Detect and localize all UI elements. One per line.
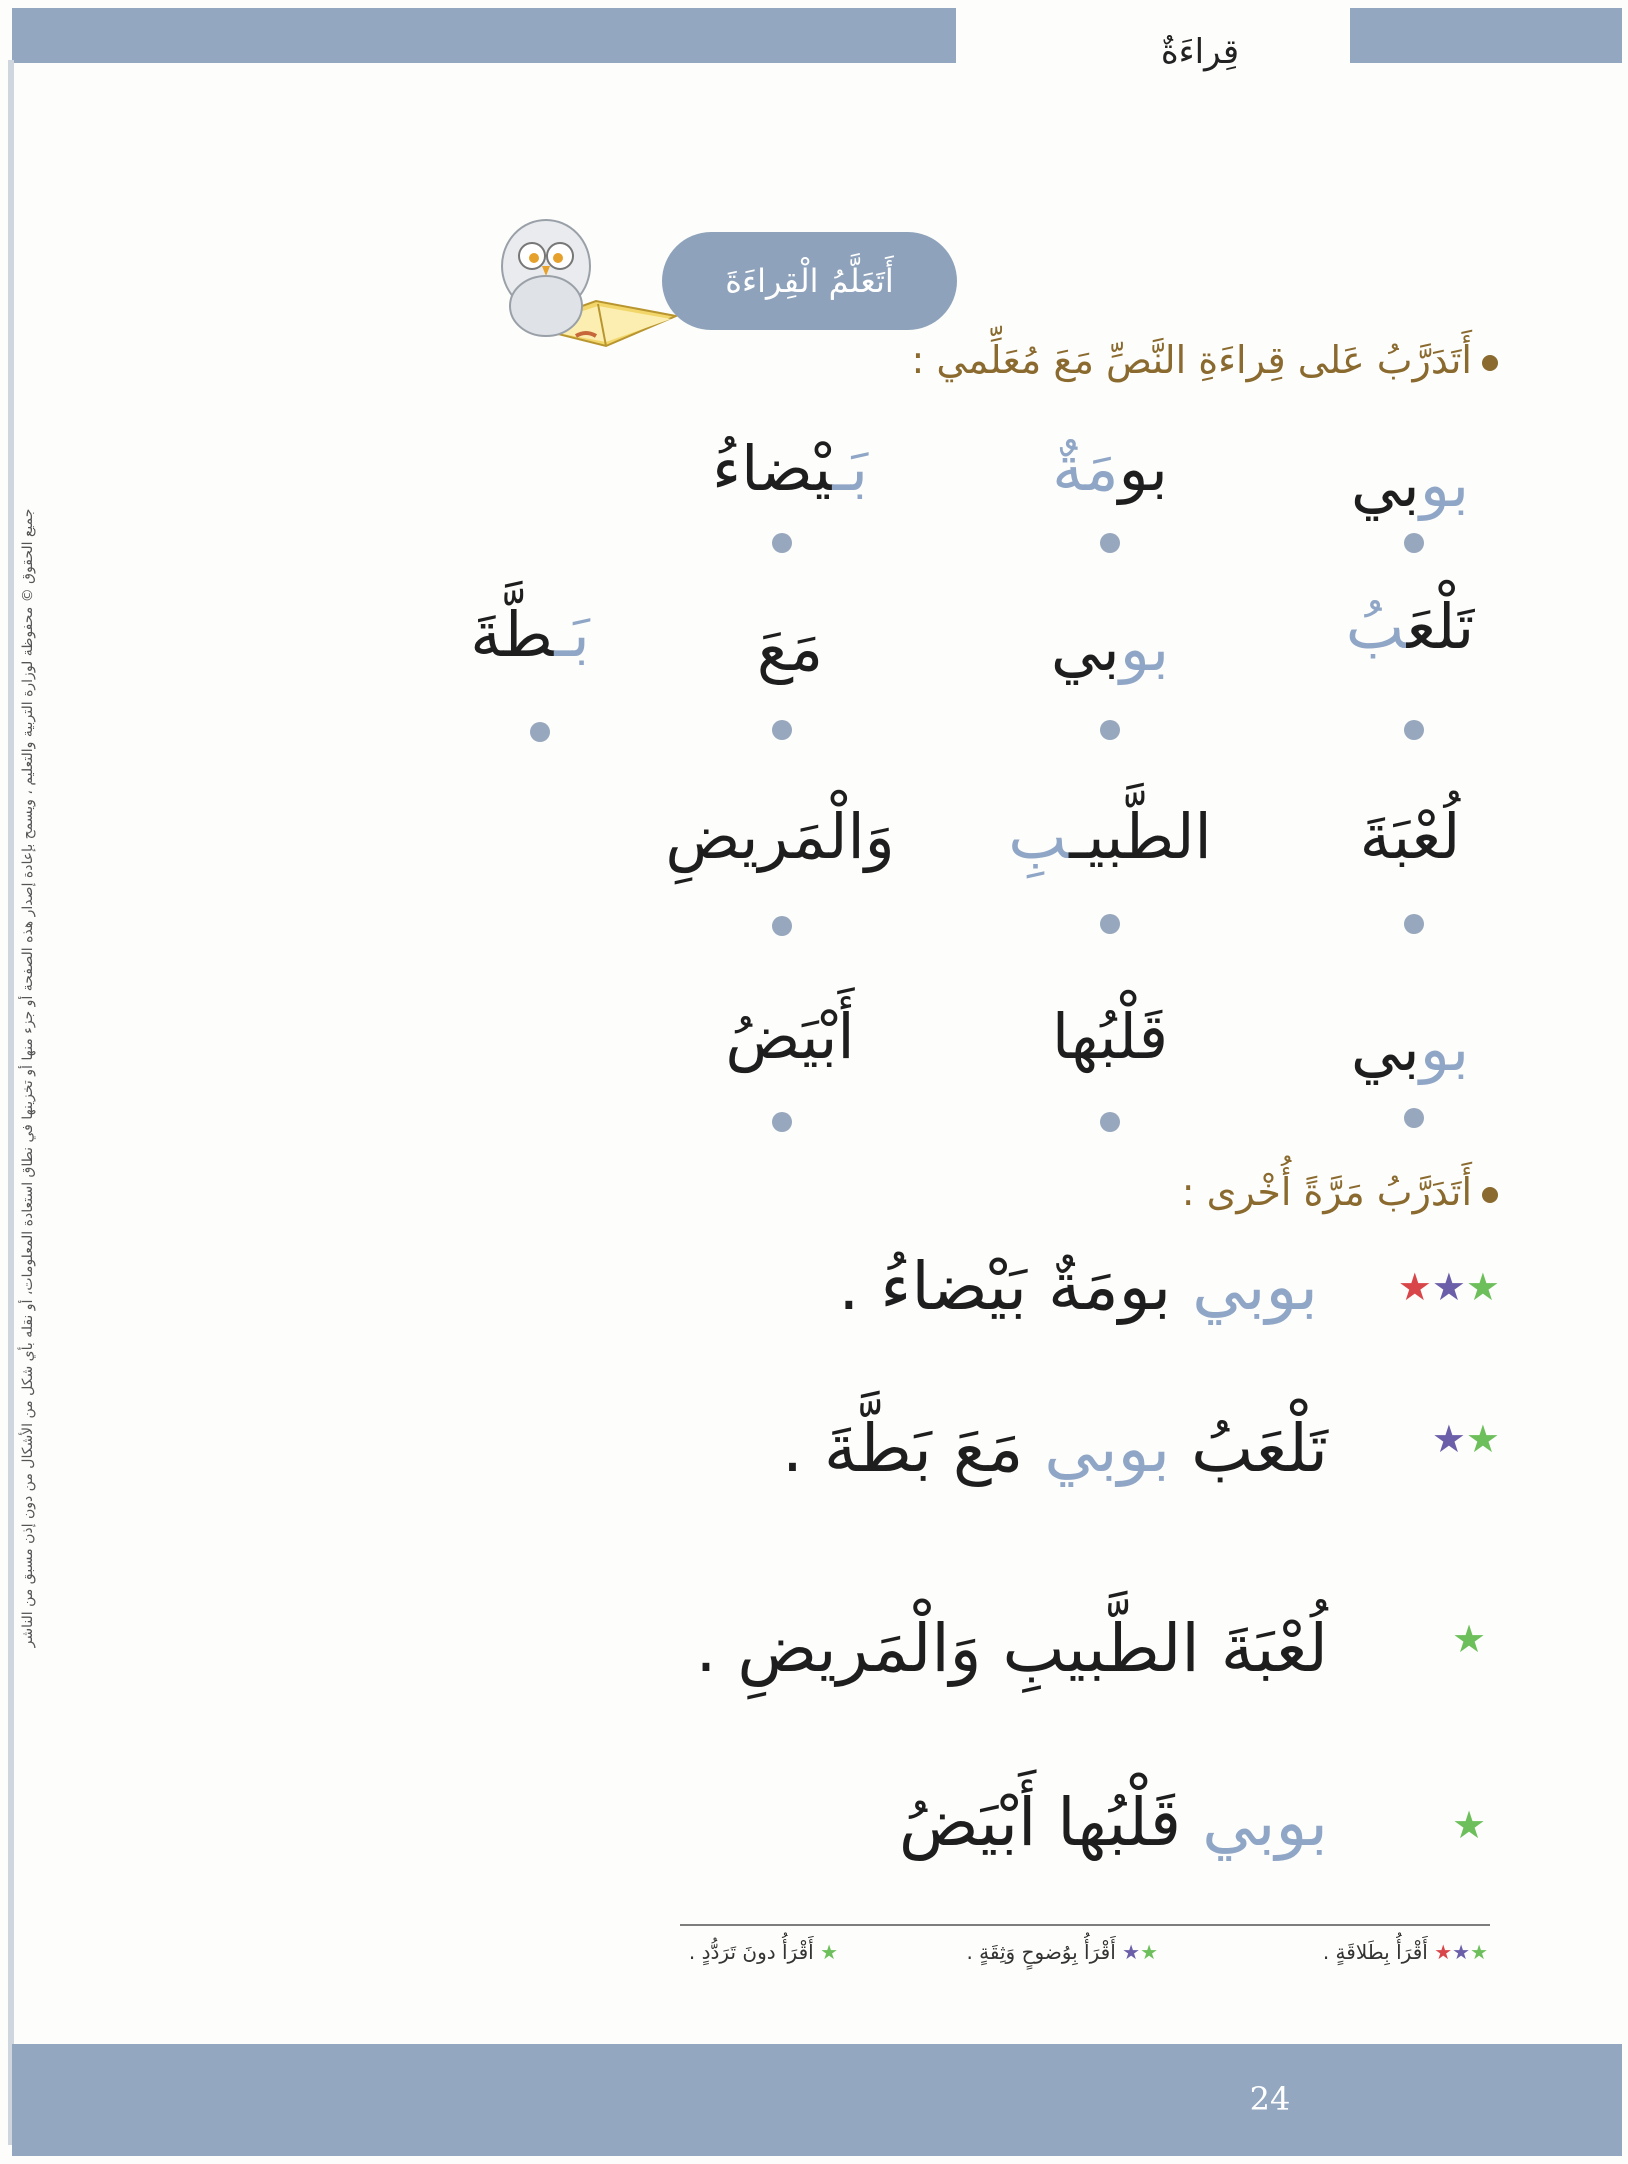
word-part-highlight: بو [1419,1012,1470,1085]
word-tabib [990,800,1230,873]
word-qalbuha [1000,1000,1220,1073]
sentence-period: . [781,1410,803,1487]
page-title: قِراءَةٌ [1160,32,1240,72]
sentence-period: . [695,1610,717,1687]
word-bobi [1310,1012,1510,1085]
word-bouma [1010,432,1210,505]
star-red-icon: ★ [1397,1265,1432,1309]
word-part: بي [1050,612,1120,685]
sentence-4 [899,1784,1328,1861]
word-part: وَالْمَريضِ [665,800,895,873]
word-dot [530,722,550,742]
sentence-word: بوبي [1202,1784,1328,1861]
star-green-icon: ★ [1140,1940,1158,1964]
word-talab [1300,590,1520,663]
legend-text: أَقْرَأُ بِوُضوحٍ وَثِقَةٍ . [966,1940,1116,1964]
word-dot [1100,914,1120,934]
word-dot [772,720,792,740]
word-part-highlight: بَـ [554,598,590,671]
word-part: بي [1350,1012,1420,1085]
sentence-2 [782,1410,1328,1487]
bottom-bar [12,2044,1622,2156]
instruction-text: أَتَدَرَّبُ مَرَّةً أُخْرى : [1181,1170,1472,1214]
star-purple-icon: ★ [1431,1265,1466,1309]
legend-two-stars [966,1940,1158,1964]
top-bar-left [12,8,956,63]
star-purple-icon: ★ [1431,1417,1466,1461]
word-luba [1310,800,1510,873]
instruction-practice-with-teacher [911,338,1498,382]
sentence-word: لُعْبَةَ [1220,1610,1328,1687]
page-edge [8,60,14,2145]
legend-text: أَقْرَأُ دونَ تَرَدُّدٍ . [688,1940,814,1964]
section-badge: أَتَعَلَّمُ الْقِراءَةَ [662,232,957,330]
legend-three-stars [1323,1940,1488,1964]
owl-reading-book-icon [486,206,686,366]
star-green-icon: ★ [1465,1265,1500,1309]
word-bobi [1010,612,1210,685]
sentence-1 [838,1248,1318,1325]
legend-one-star [689,1940,838,1964]
word-part-highlight: بِ [1008,800,1070,873]
star-green-icon: ★ [820,1940,838,1964]
word-part: لُعْبَةَ [1359,800,1461,873]
star-green-icon: ★ [1465,1417,1500,1461]
word-dot [772,916,792,936]
sentence-word: مَعَ [952,1410,1024,1487]
star-green-icon: ★ [1452,1617,1487,1661]
word-maa [690,612,890,685]
star-rating-1 [1452,1617,1502,1661]
word-baydaa [670,432,910,505]
word-dot [772,533,792,553]
word-bobi [1310,448,1510,521]
word-part: يْضاءُ [712,432,833,505]
footer-divider [680,1924,1490,1926]
instruction-practice-again [1182,1170,1498,1214]
word-batta [440,598,620,671]
star-purple-icon: ★ [1122,1940,1141,1964]
sentence-word: الطَّبيبِ [1002,1610,1200,1687]
top-bar-right [1350,8,1622,63]
sentence-3 [695,1610,1328,1687]
sentence-word: بَيْضاءُ [880,1248,1027,1325]
word-part: أَبْيَضُ [725,1000,855,1073]
sentence-word: وَالْمَريضِ [737,1610,982,1687]
bullet-dot [1482,355,1498,371]
sentence-word: قَلْبُها [1057,1784,1182,1861]
word-part: بو [1118,432,1168,505]
word-dot [1404,1108,1424,1128]
star-rating-1 [1452,1803,1502,1847]
sentence-word: تَلْعَبُ [1191,1410,1328,1487]
word-dot [772,1112,792,1132]
word-part: قَلْبُها [1051,1000,1169,1073]
word-dot [1404,533,1424,553]
sentence-word: بوبي [1044,1410,1171,1487]
word-dot [1100,533,1120,553]
copyright-notice: جميع الحقوق © محفوظة لوزارة التربية والتعليم ، ويسمح بإعادة إصدار هذه الصفحة أو جزء منها أو تخزينها في نطاق استعادة المعلومات، أو نقله بأي شكل من الأشكال من دون إذن مسبق من الناشر [20,508,36,1648]
word-marid [630,800,930,873]
sentence-word: أَبْيَضُ [898,1784,1037,1861]
word-part-highlight: بو [1419,448,1470,521]
star-red-icon: ★ [1434,1940,1453,1964]
word-dot [1100,720,1120,740]
word-part-highlight: بُ [1345,590,1407,663]
word-abyad [680,1000,900,1073]
bullet-dot [1482,1187,1498,1203]
word-part-highlight: بَـ [832,432,868,505]
word-part: الطَّبيـ [1069,800,1212,873]
word-part-highlight: مَةٌ [1052,432,1119,505]
star-green-icon: ★ [1452,1803,1487,1847]
sentence-period: . [838,1248,860,1325]
word-dot [1404,914,1424,934]
sentence-word: بوبي [1192,1248,1318,1325]
star-green-icon: ★ [1470,1940,1488,1964]
word-part: مَعَ [756,612,824,685]
word-part: طَّةَ [470,598,555,671]
word-part: تَلْعَ [1406,590,1475,663]
word-dot [1100,1112,1120,1132]
sentence-word: بومَةٌ [1047,1248,1172,1325]
word-dot [1404,720,1424,740]
instruction-text: أَتَدَرَّبُ عَلى قِراءَةِ النَّصِّ مَعَ مُعَلِّمي : [911,338,1472,382]
star-rating-2 [1400,1417,1500,1461]
sentence-word: بَطَّةَ [823,1410,932,1487]
word-part: بي [1350,448,1420,521]
star-rating-3 [1340,1265,1500,1309]
page-number: 24 [1249,2080,1291,2118]
legend-text: أَقْرَأُ بِطَلاقَةٍ . [1322,1940,1428,1964]
word-part-highlight: بو [1119,612,1170,685]
star-purple-icon: ★ [1452,1940,1471,1964]
